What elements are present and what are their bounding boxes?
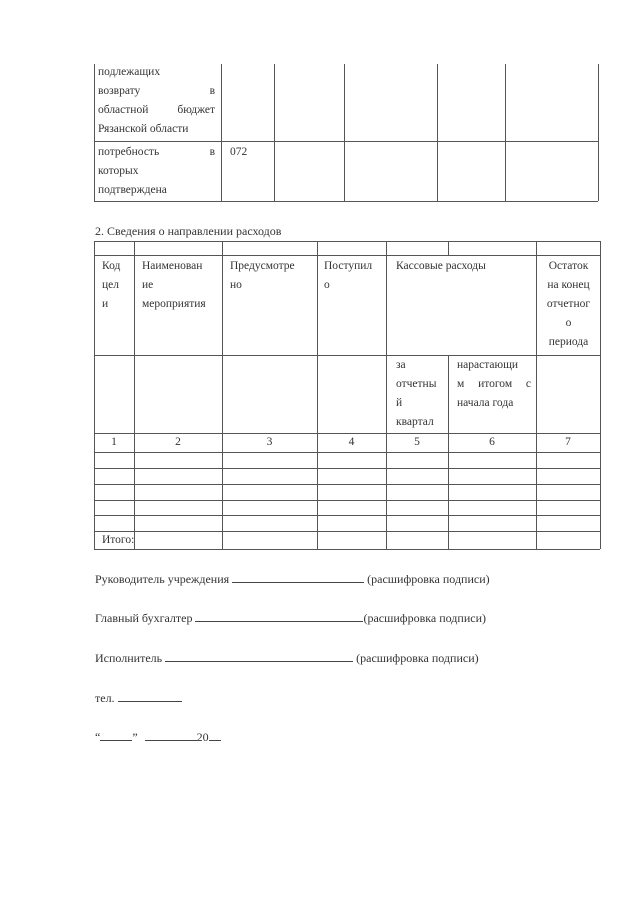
- signature-line: [165, 650, 353, 662]
- year-line: [209, 729, 221, 741]
- header-received: Поступил о: [324, 260, 373, 291]
- signature-line: [195, 610, 363, 622]
- column-number: 7: [565, 436, 571, 448]
- signature-accountant: Главный бухгалтер (расшифровка подписи): [95, 611, 486, 625]
- table1-row-divider: [94, 141, 598, 142]
- header-cash-expenses: Кассовые расходы: [396, 260, 486, 272]
- phone-field: тел.: [95, 690, 182, 706]
- phone-line: [118, 690, 182, 702]
- header-balance: Остаток на конец отчетног о периода: [546, 260, 591, 348]
- section-heading: 2. Сведения о направлении расходов: [95, 224, 282, 238]
- total-label: Итого:: [102, 534, 135, 546]
- signature-head: Руководитель учреждения (расшифровка подписи): [95, 572, 490, 586]
- row-confirmed-need-label: потребность в которых подтверждена: [98, 146, 215, 196]
- header-cash-quarter: за отчетны й квартал: [396, 359, 437, 428]
- row-code: 072: [230, 146, 248, 158]
- row-returnable-label: подлежащих возврату в областной бюджет Рязанской области: [98, 66, 215, 135]
- header-cash-cumulative: нарастающи м итогом с начала года: [457, 359, 531, 409]
- column-number: 3: [266, 436, 273, 448]
- column-number: 6: [489, 436, 495, 448]
- header-name: Наименован ие мероприятия: [142, 260, 206, 310]
- signature-executor: Исполнитель (расшифровка подписи): [95, 651, 479, 665]
- header-code: Код цел и: [102, 260, 121, 310]
- table1-bottom-border: [94, 201, 598, 202]
- date-field: “ ” 20: [95, 729, 221, 745]
- column-number: 4: [348, 436, 355, 448]
- column-number: 1: [111, 436, 117, 448]
- signature-line: [232, 571, 364, 583]
- header-planned: Предусмотре но: [230, 260, 295, 291]
- month-line: [145, 729, 197, 741]
- column-number: 5: [414, 436, 420, 448]
- day-line: [100, 729, 132, 741]
- column-number: 2: [175, 436, 181, 448]
